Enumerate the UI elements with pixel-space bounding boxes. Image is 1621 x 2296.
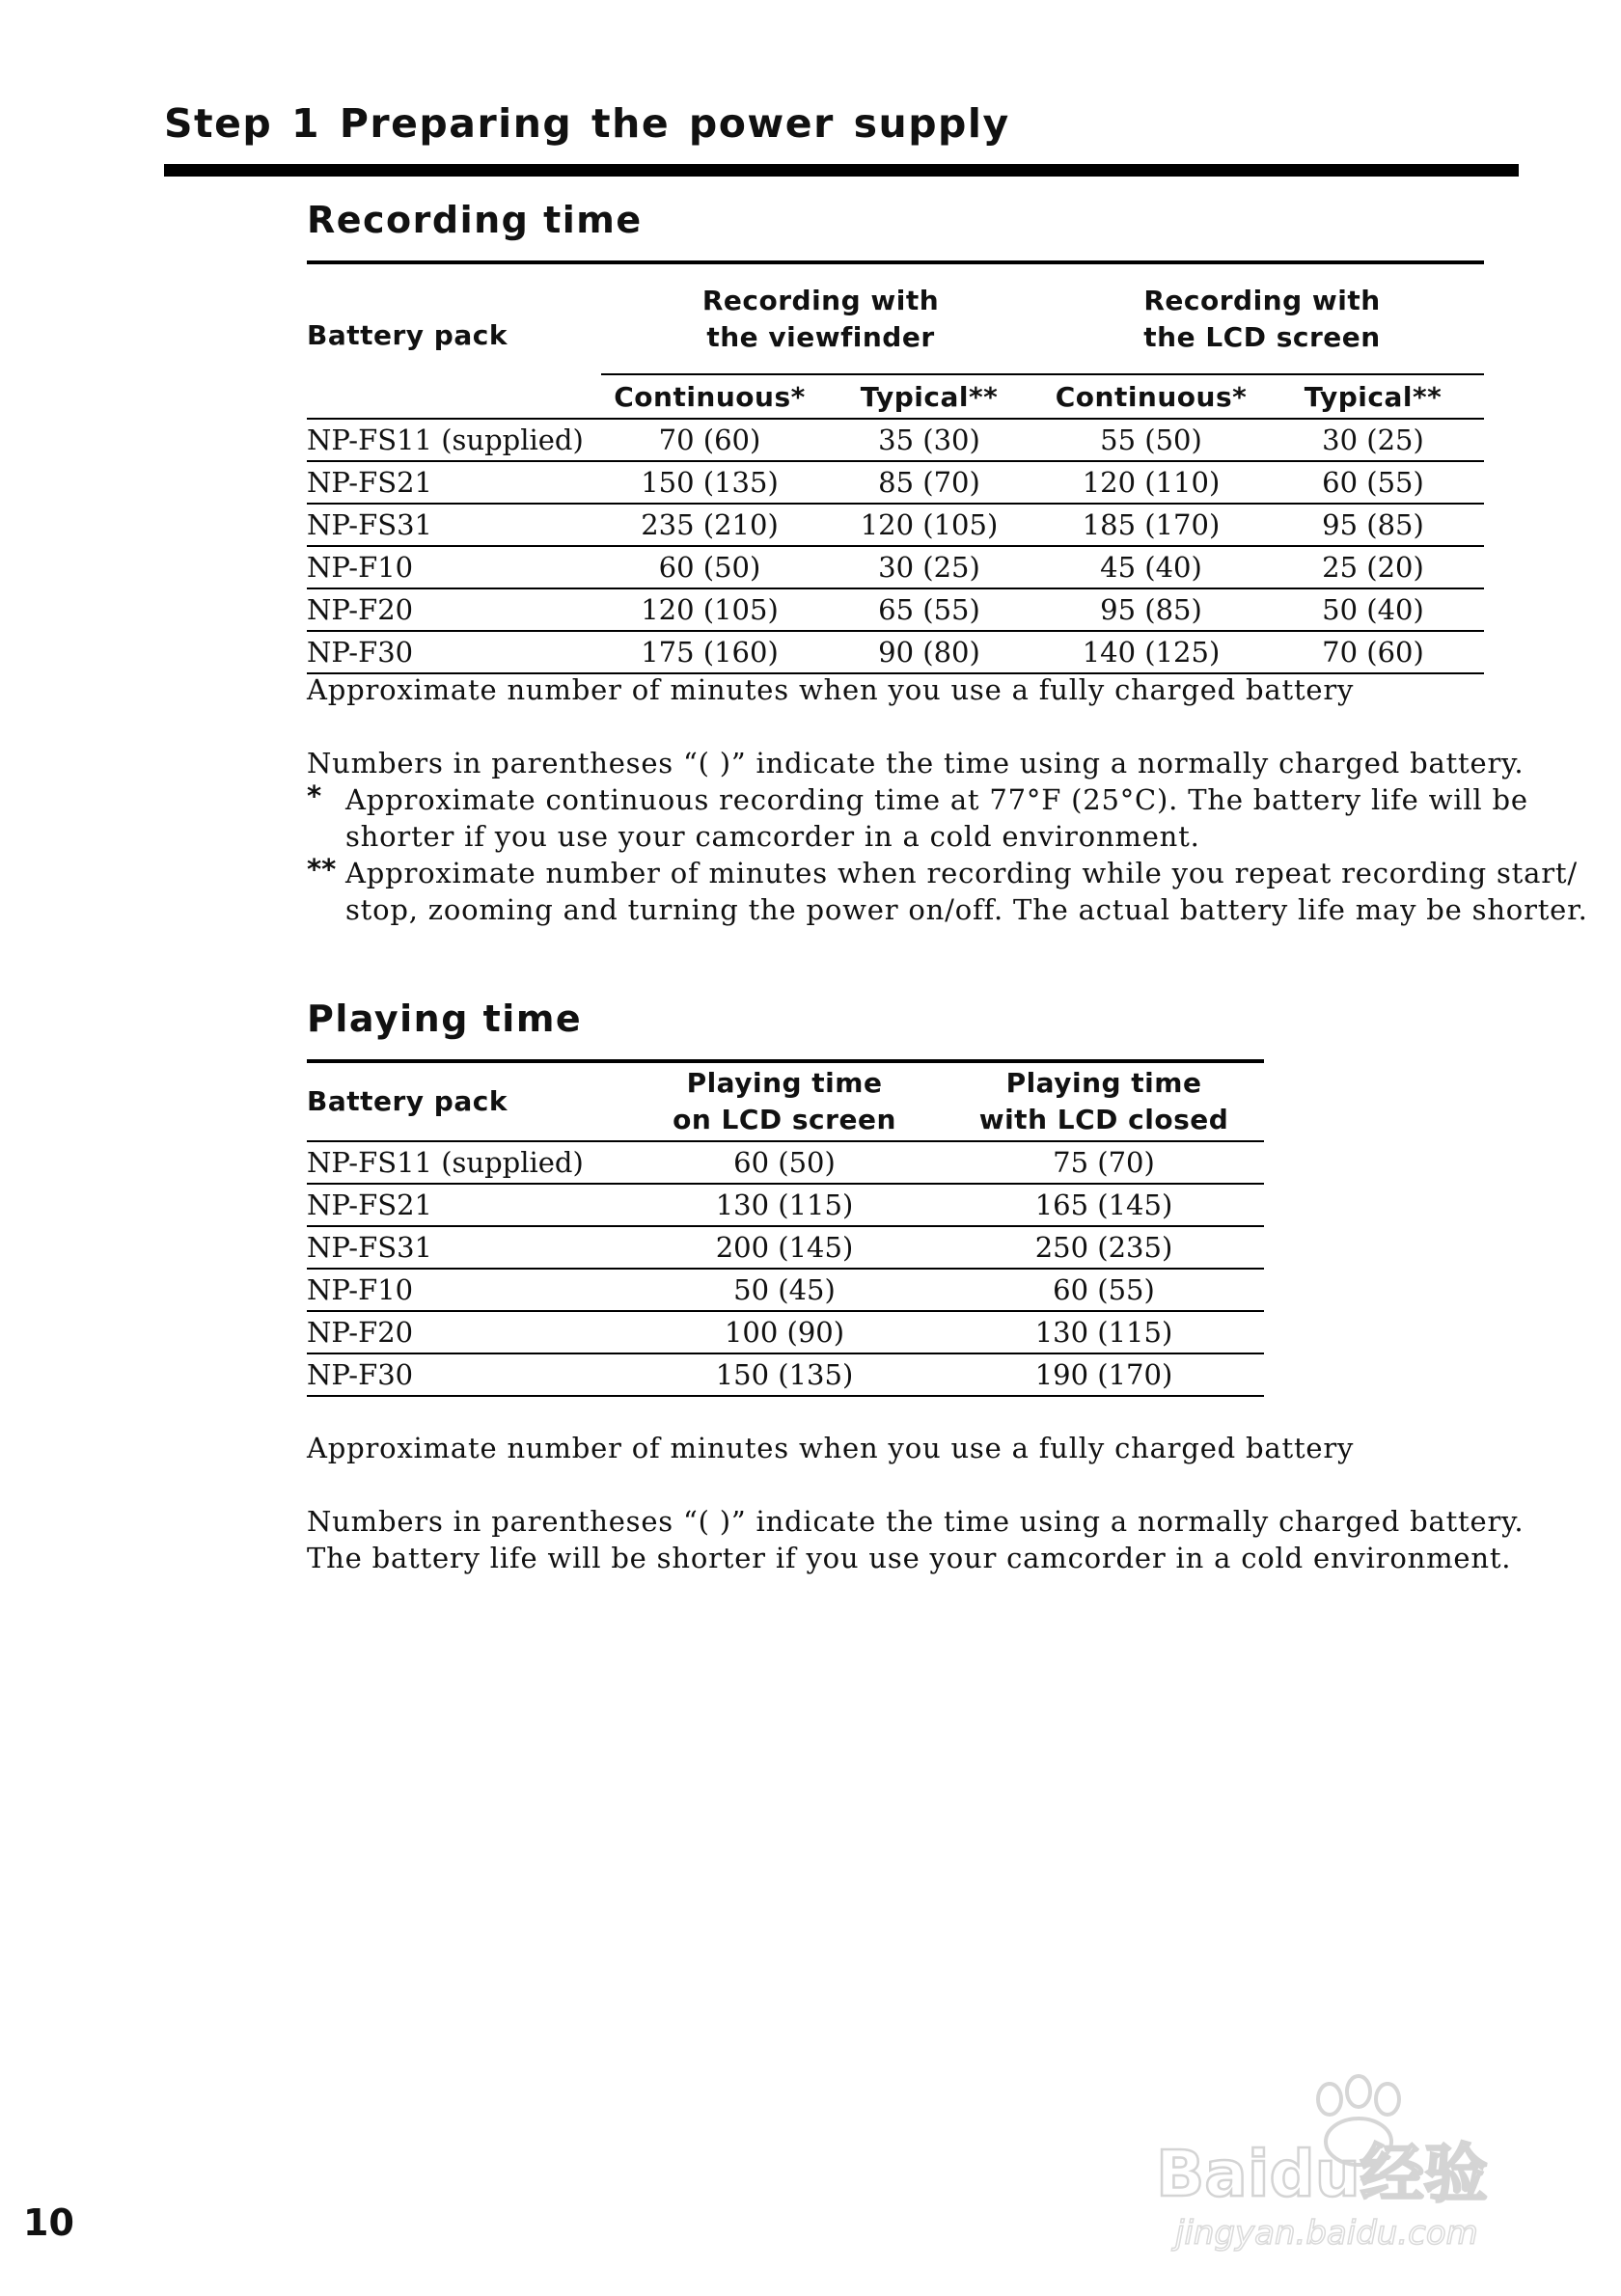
table-row — [307, 1184, 1264, 1226]
table-cell: 35 (30) — [818, 419, 1040, 461]
page-number: 10 — [23, 2201, 74, 2244]
table-cell: 55 (50) — [1040, 419, 1262, 461]
table-cell: 235 (210) — [601, 504, 818, 546]
table-row — [307, 631, 1484, 673]
lcd-typical-header: Typical** — [1262, 374, 1484, 419]
table-cell: 90 (80) — [818, 631, 1040, 673]
table-cell: 130 (115) — [944, 1311, 1264, 1353]
battery-name: NP-F30 — [307, 631, 601, 673]
table-row — [307, 1226, 1264, 1269]
playing-section-title: Playing time — [307, 998, 583, 1040]
table-cell: 140 (125) — [1040, 631, 1262, 673]
table-cell: 130 (115) — [625, 1184, 944, 1226]
viewfinder-continuous-header: Continuous* — [601, 374, 818, 419]
table-cell: 60 (55) — [944, 1269, 1264, 1311]
battery-name: NP-FS31 — [307, 504, 601, 546]
table-cell: 190 (170) — [944, 1353, 1264, 1396]
lcd-closed-header-line1: Playing time — [1005, 1067, 1202, 1099]
title-rule — [164, 164, 1519, 177]
watermark-brand: Baidu经验 — [1156, 2137, 1488, 2211]
table-cell: 60 (55) — [1262, 461, 1484, 504]
battery-pack-header: Battery pack — [307, 1061, 625, 1141]
footnote-1-line1: Approximate continuous recording time at 77°F (25°C). The battery life will be — [345, 783, 1528, 816]
battery-pack-header-spacer — [307, 374, 601, 419]
table-cell: 185 (170) — [1040, 504, 1262, 546]
footnote-1-mark: * — [307, 779, 322, 812]
table-row — [307, 1141, 1264, 1184]
viewfinder-typical-header: Typical** — [818, 374, 1040, 419]
watermark-url: jingyan.baidu.com — [1175, 2214, 1478, 2253]
lcd-screen-header — [625, 1061, 944, 1141]
lcd-continuous-header: Continuous* — [1040, 374, 1262, 419]
playing-note-line1: Numbers in parentheses “( )” indicate the time using a normally charged battery. — [307, 1505, 1525, 1538]
battery-name: NP-F20 — [307, 588, 601, 631]
lcd-header-line1: Recording with — [1143, 284, 1381, 316]
table-cell: 165 (145) — [944, 1184, 1264, 1226]
battery-pack-header: Battery pack — [307, 319, 508, 351]
table-row — [307, 504, 1484, 546]
table-cell: 120 (110) — [1040, 461, 1262, 504]
page-title: Step 1 Preparing the power supply — [164, 100, 1010, 147]
battery-name: NP-FS11 (supplied) — [307, 1141, 625, 1184]
recording-note-minutes: Approximate number of minutes when you use a fully charged battery — [307, 673, 1355, 706]
battery-name: NP-FS21 — [307, 461, 601, 504]
playing-note-line2: The battery life will be shorter if you use your camcorder in a cold environment. — [307, 1542, 1512, 1574]
footnote-2-line1: Approximate number of minutes when recording while you repeat recording start/ — [345, 857, 1578, 889]
lcd-screen-header-line1: Playing time — [686, 1067, 883, 1099]
table-cell: 120 (105) — [601, 588, 818, 631]
table-cell: 100 (90) — [625, 1311, 944, 1353]
baidu-watermark — [1146, 2061, 1552, 2254]
footnote-2-line2: stop, zooming and turning the power on/off. The actual battery life may be shorter. — [345, 893, 1588, 926]
table-row — [307, 588, 1484, 631]
table-cell: 50 (40) — [1262, 588, 1484, 631]
table-cell: 70 (60) — [1262, 631, 1484, 673]
battery-name: NP-F30 — [307, 1353, 625, 1396]
viewfinder-header-line2: the viewfinder — [706, 320, 935, 353]
table-cell: 150 (135) — [625, 1353, 944, 1396]
battery-name: NP-FS11 (supplied) — [307, 419, 601, 461]
table-cell: 250 (235) — [944, 1226, 1264, 1269]
table-cell: 70 (60) — [601, 419, 818, 461]
table-row — [307, 546, 1484, 588]
table-cell: 120 (105) — [818, 504, 1040, 546]
table-cell: 150 (135) — [601, 461, 818, 504]
table-cell: 175 (160) — [601, 631, 818, 673]
table-cell: 95 (85) — [1262, 504, 1484, 546]
table-row — [307, 1269, 1264, 1311]
table-cell: 25 (20) — [1262, 546, 1484, 588]
table-row — [307, 419, 1484, 461]
table-cell: 60 (50) — [601, 546, 818, 588]
table-cell: 50 (45) — [625, 1269, 944, 1311]
recording-time-table — [307, 260, 1484, 674]
lcd-closed-header-line2: with LCD closed — [978, 1104, 1229, 1135]
table-cell: 75 (70) — [944, 1141, 1264, 1184]
lcd-screen-header-line2: on LCD screen — [673, 1104, 896, 1135]
lcd-closed-header — [944, 1061, 1264, 1141]
table-row — [307, 461, 1484, 504]
table-row — [307, 1311, 1264, 1353]
battery-name: NP-F20 — [307, 1311, 625, 1353]
playing-time-table — [307, 1059, 1264, 1397]
table-cell: 65 (55) — [818, 588, 1040, 631]
table-cell: 95 (85) — [1040, 588, 1262, 631]
viewfinder-header-line1: Recording with — [701, 284, 940, 316]
viewfinder-group-header — [601, 262, 1040, 374]
table-row — [307, 1353, 1264, 1396]
footnote-2-mark: ** — [307, 853, 337, 886]
paw-icon — [1318, 2084, 1341, 2115]
playing-note-minutes: Approximate number of minutes when you use a fully charged battery — [307, 1432, 1355, 1464]
recording-note-parens: Numbers in parentheses “( )” indicate the time using a normally charged battery. — [307, 747, 1525, 779]
table-cell: 30 (25) — [818, 546, 1040, 588]
table-cell: 85 (70) — [818, 461, 1040, 504]
lcd-group-header — [1040, 262, 1484, 374]
table-cell: 60 (50) — [625, 1141, 944, 1184]
battery-name: NP-F10 — [307, 1269, 625, 1311]
recording-section-title: Recording time — [307, 199, 643, 241]
footnote-1-line2: shorter if you use your camcorder in a cold environment. — [345, 820, 1200, 853]
table-cell: 200 (145) — [625, 1226, 944, 1269]
table-cell: 45 (40) — [1040, 546, 1262, 588]
lcd-header-line2: the LCD screen — [1143, 320, 1381, 353]
battery-name: NP-FS31 — [307, 1226, 625, 1269]
battery-name: NP-FS21 — [307, 1184, 625, 1226]
battery-name: NP-F10 — [307, 546, 601, 588]
table-cell: 30 (25) — [1262, 419, 1484, 461]
